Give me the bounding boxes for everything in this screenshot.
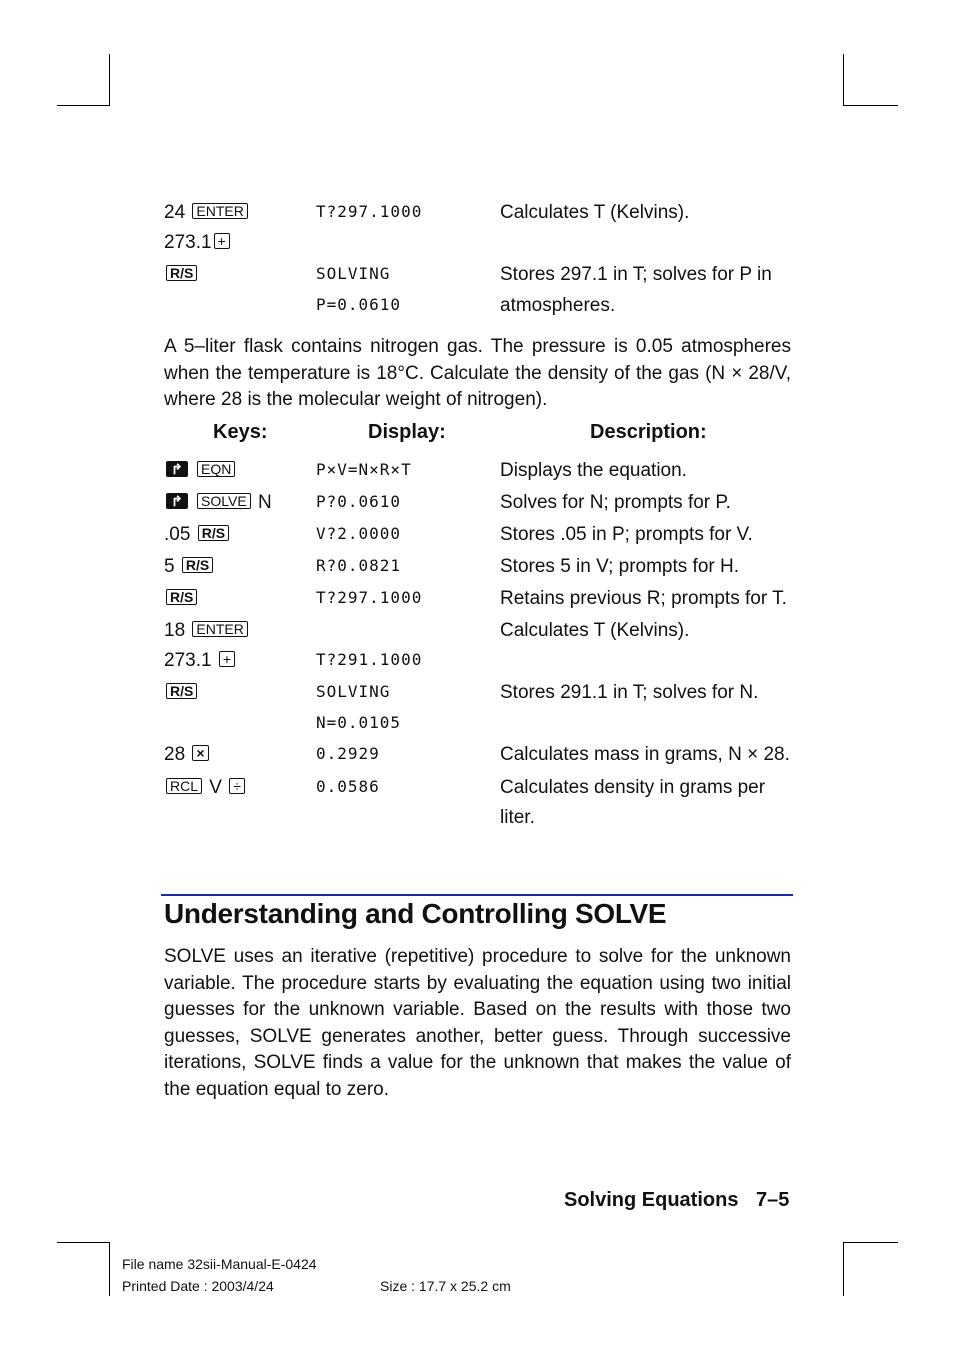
display-cell: P×V=N×R×T [316,460,412,479]
table-row [0,232,954,262]
display-cell: T?297.1000 [316,588,423,607]
header-keys: Keys: [213,421,268,443]
plus-key: + [214,233,230,249]
footer-chapter: Solving Equations [564,1189,739,1211]
description-cell: Calculates density in grams per [500,777,766,798]
printed-date: Printed Date : 2003/4/24 [122,1278,274,1294]
section-rule [161,894,793,896]
description-cell: Solves for N; prompts for P. [500,492,731,513]
table-row [0,650,954,680]
display-cell: 0.0586 [316,777,380,796]
keys-cell: 28 × [164,744,211,766]
display-cell: P=0.0610 [316,295,402,314]
crop-mark-bottom-left-h [57,1242,110,1243]
keys-cell: 5 R/S [164,556,215,578]
keys-cell: 24 ENTER [164,202,250,224]
description-cell: Stores 297.1 in T; solves for P in [500,264,772,285]
run-stop-key: R/S [166,683,197,699]
enter-key: ENTER [192,621,247,637]
keys-cell: 273.1 + [164,650,237,672]
crop-mark-bottom-left-v [109,1242,110,1296]
keys-cell: RCL V ÷ [164,777,247,799]
body-paragraph: SOLVE uses an iterative (repetitive) procedure to solve for the unknown variable. The procedure starts by evaluating the equation using two initial guesses for the unknown variable. Based on the results with those two guesses, SOLVE generates another, better guess. Through successive iterations, SOLVE finds a value for the unknown that makes the value of the equation equal to zero. [164,946,791,1100]
crop-mark-top-right-v [843,54,844,106]
description-cell: Displays the equation. [500,460,687,481]
run-stop-key: R/S [166,589,197,605]
table-row [0,460,954,490]
keys-cell: 18 ENTER [164,620,250,642]
display-cell: P?0.0610 [316,492,402,511]
keys-cell: 273.1 + [164,232,232,254]
table-row [0,777,954,807]
run-stop-key: R/S [166,265,197,281]
table-row [0,524,954,554]
solve-key: SOLVE [197,493,251,509]
eqn-key: EQN [197,461,235,477]
crop-mark-top-left-h [57,105,110,106]
keys-cell: .05 R/S [164,524,231,546]
file-name: File name 32sii-Manual-E-0424 [122,1256,317,1272]
display-cell: R?0.0821 [316,556,402,575]
crop-mark-bottom-right-h [843,1242,898,1243]
table-row [0,682,954,712]
enter-key: ENTER [192,203,247,219]
description-cell: liter. [500,807,535,828]
keys-cell [164,460,237,482]
table-row [0,264,954,294]
rcl-key: RCL [166,778,202,794]
table-row [0,744,954,774]
description-cell: Calculates T (Kelvins). [500,202,690,223]
crop-mark-bottom-right-v [843,1242,844,1296]
display-cell: SOLVING [316,264,391,283]
footer-page-number: 7–5 [756,1189,790,1211]
description-cell: Calculates mass in grams, N × 28. [500,744,790,765]
plus-key: + [219,651,235,667]
table-row [0,807,954,837]
display-cell: T?291.1000 [316,650,423,669]
section-title: Understanding and Controlling SOLVE [164,898,667,929]
crop-mark-top-right-h [843,105,898,106]
description-cell: Calculates T (Kelvins). [500,620,690,641]
description-cell: Stores .05 in P; prompts for V. [500,524,753,545]
table-row [0,202,954,232]
description-cell: Retains previous R; prompts for T. [500,588,787,609]
run-stop-key: R/S [198,525,229,541]
table-row [0,588,954,618]
description-cell: atmospheres. [500,295,616,316]
keys-cell [164,264,199,286]
display-cell: V?2.0000 [316,524,402,543]
table-row [0,295,954,325]
crop-mark-top-left-v [109,54,110,106]
display-cell: T?297.1000 [316,202,423,221]
header-display: Display: [368,421,446,443]
display-cell: 0.2929 [316,744,380,763]
divide-key: ÷ [229,778,245,794]
page-size: Size : 17.7 x 25.2 cm [380,1278,511,1294]
description-cell: Stores 291.1 in T; solves for N. [500,682,759,703]
right-shift-key: ↱ [166,461,188,477]
right-shift-key: ↱ [166,493,188,509]
keys-cell [164,588,199,610]
header-description: Description: [590,421,707,443]
multiply-key: × [192,745,208,761]
table-row [0,713,954,743]
intro-paragraph: A 5–liter flask contains nitrogen gas. The pressure is 0.05 atmospheres when the temperature is 18°C. Calculate the density of the gas (N × 28/V, where 28 is the molecular weight of nitrogen). [164,336,791,410]
keys-cell [164,682,199,704]
display-cell: SOLVING [316,682,391,701]
table-row [0,556,954,586]
display-cell: N=0.0105 [316,713,402,732]
table-row [0,620,954,650]
table-row [0,492,954,522]
description-cell: Stores 5 in V; prompts for H. [500,556,739,577]
keys-cell: ↱ SOLVE N [164,492,272,514]
run-stop-key: R/S [182,557,213,573]
